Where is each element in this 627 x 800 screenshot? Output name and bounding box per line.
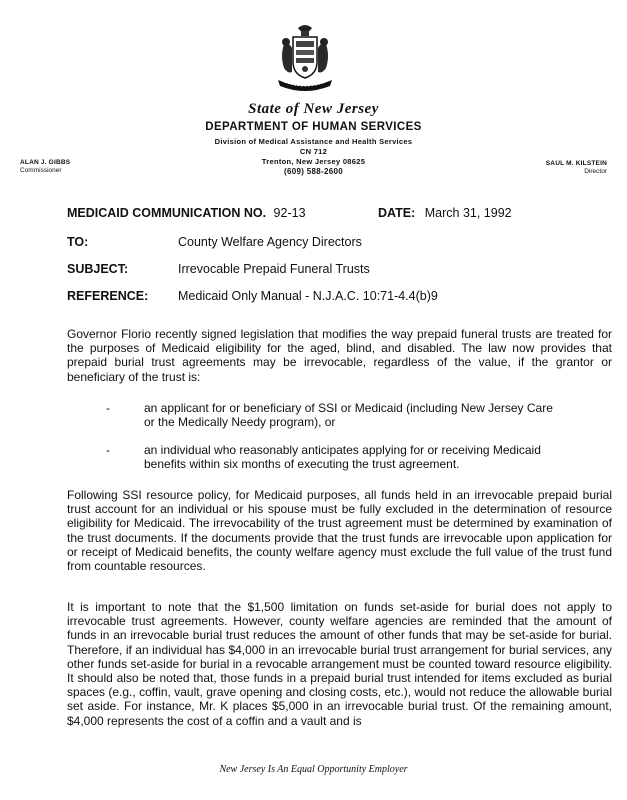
state-seal-emblem	[274, 22, 336, 94]
communication-label: MEDICAID COMMUNICATION NO.	[67, 206, 267, 220]
to-value: County Welfare Agency Directors	[178, 235, 362, 249]
communication-number: 92-13	[273, 206, 306, 220]
bullet-marker-2: -	[106, 443, 110, 457]
director-title: Director	[584, 168, 607, 175]
commissioner-name: ALAN J. GIBBS	[20, 159, 71, 166]
reference-value: Medicaid Only Manual - N.J.A.C. 10:71-4.4(b)9	[178, 289, 438, 303]
division-name: Division of Medical Assistance and Health Services	[214, 137, 413, 146]
city-address: Trenton, New Jersey 08625	[261, 157, 366, 166]
date-row	[378, 206, 512, 220]
footer-statement: New Jersey Is An Equal Opportunity Employer	[219, 764, 408, 775]
to-label: TO:	[67, 235, 89, 249]
date-label: DATE:	[378, 206, 416, 220]
reference-label: REFERENCE:	[67, 289, 149, 303]
commissioner-block	[20, 159, 70, 175]
state-title: State of New Jersey	[248, 101, 379, 117]
date-value: March 31, 1992	[424, 206, 512, 220]
bullet-marker-1: -	[106, 401, 110, 415]
cn-number: CN 712	[299, 147, 328, 156]
phone-number: (609) 588-2600	[284, 167, 343, 176]
subject-label: SUBJECT:	[67, 262, 129, 276]
director-name: SAUL M. KILSTEIN	[545, 160, 607, 167]
subject-value: Irrevocable Prepaid Funeral Trusts	[178, 262, 370, 276]
director-block	[511, 160, 607, 176]
department-name: DEPARTMENT OF HUMAN SERVICES	[205, 121, 422, 133]
bullet-item-anticipates: an individual who reasonably anticipates applying for or receiving Medicaid benefits within six months of executing the trust agreement.	[144, 443, 541, 472]
commissioner-title: Commissioner	[20, 167, 62, 174]
bullet-item-ssi: an applicant for or beneficiary of SSI or Medicaid (including New Jersey Care or the Medically Needy program), or	[144, 401, 553, 430]
communication-number-row	[67, 206, 306, 220]
paragraph-ssi-policy: Following SSI resource policy, for Medicaid purposes, all funds held in an irrevocable prepaid burial trust account for an individual or his spouse must be fully excluded in the determination of resource eligibility for Medicaid. The irrevocability of the trust agreement must be determined by examination of the trust documents. If the documents provide that the trust funds are irrevocable upon application for or receipt of Medicaid benefits, the county welfare agency must exclude the full value of the trust fund from countable resources.	[67, 488, 612, 574]
paragraph-limitation: It is important to note that the $1,500 limitation on funds set-aside for burial does not apply to irrevocable trust agreements. However, county welfare agencies are reminded that the amount of funds in an irrevocable burial trust reduces the amount of other funds that may be set-aside for burial. Therefore, if an individual has $4,000 in an irrevocable burial trust arrangement for burial services, any other funds set-aside for burial in a revocable arrangement must be counted toward resource eligibility. It should also be noted that, those funds in a prepaid burial trust intended for items excluded as burial spaces (e.g., coffin, vault, grave opening and closing costs, etc.), would not reduce the allowable burial set aside. For instance, Mr. K places $5,000 in an irrevocable burial trust. Of the remaining amount, $4,000 represents the cost of a coffin and a vault and is	[67, 600, 612, 728]
paragraph-intro: Governor Florio recently signed legislation that modifies the way prepaid funeral trusts are treated for the purposes of Medicaid eligibility for the aged, blind, and disabled. The law now provides that prepaid burial trust agreements may be irrevocable, regardless of the value, if the grantor or beneficiary of the trust is:	[67, 327, 612, 384]
